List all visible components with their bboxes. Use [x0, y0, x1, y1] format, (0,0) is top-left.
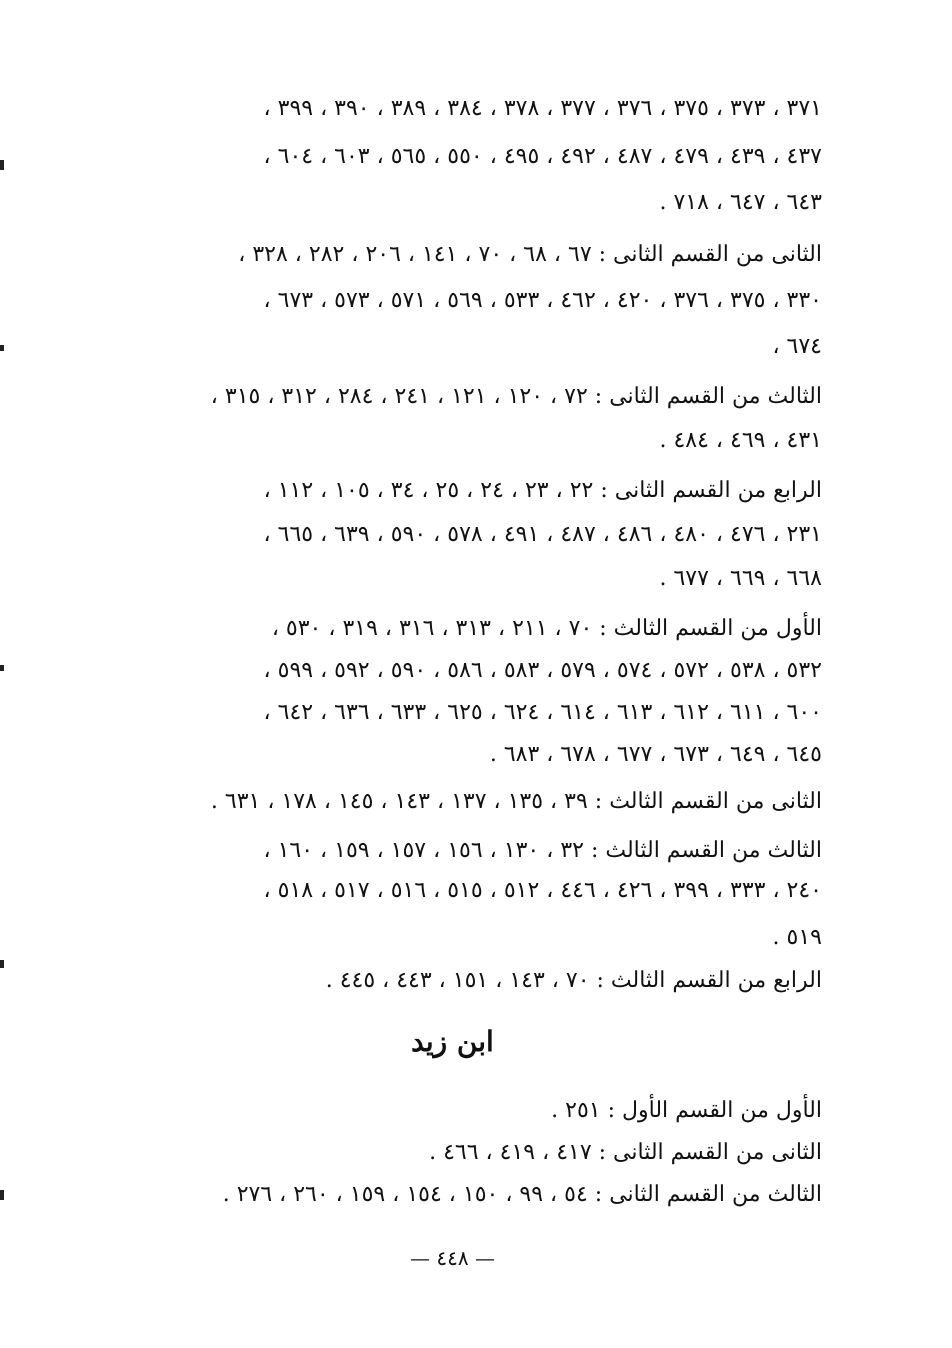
index-line: ٤٣١ ، ٤٦٩ ، ٤٨٤ .	[659, 428, 822, 453]
index-line: ٣٣٠ ، ٣٧٥ ، ٣٧٦ ، ٤٢٠ ، ٤٦٢ ، ٥٣٣ ، ٥٦٩ ، ٥٧١ ، ٥٧٣ ، ٦٧٣ ،	[263, 288, 822, 313]
index-line: ٦٠٠ ، ٦١١ ، ٦١٢ ، ٦١٣ ، ٦١٤ ، ٦٢٤ ، ٦٢٥ ، ٦٣٣ ، ٦٣٦ ، ٦٤٢ ،	[263, 700, 822, 725]
section-heading: ابن زيد	[411, 1025, 494, 1058]
page-number: — ٤٤٨ —	[410, 1246, 495, 1270]
index-line: ٦٤٥ ، ٦٤٩ ، ٦٧٣ ، ٦٧٧ ، ٦٧٨ ، ٦٨٣ .	[489, 742, 822, 767]
index-line: ٦٤٣ ، ٦٤٧ ، ٧١٨ .	[659, 190, 822, 215]
index-entry: الثانى من القسم الثانى : ٦٧ ، ٦٨ ، ٧٠ ، ١٤١ ، ٢٠٦ ، ٢٨٢ ، ٣٢٨ ،	[238, 242, 822, 267]
edge-mark	[0, 665, 4, 671]
index-line: ٦٧٤ ،	[772, 334, 822, 359]
index-line: ٢٤٠ ، ٣٣٣ ، ٣٩٩ ، ٤٢٦ ، ٤٤٦ ، ٥١٢ ، ٥١٥ ، ٥١٦ ، ٥١٧ ، ٥١٨ ،	[263, 878, 822, 903]
index-entry: الثانى من القسم الثانى : ٤١٧ ، ٤١٩ ، ٤٦٦ .	[429, 1140, 822, 1165]
index-entry: الثالث من القسم الثالث : ٣٢ ، ١٣٠ ، ١٥٦ ، ١٥٧ ، ١٥٩ ، ١٦٠ ،	[263, 838, 822, 863]
index-entry: الثانى من القسم الثالث : ٣٩ ، ١٣٥ ، ١٣٧ ، ١٤٣ ، ١٤٥ ، ١٧٨ ، ٦٣١ .	[210, 789, 822, 814]
index-line: ٦٦٨ ، ٦٦٩ ، ٦٧٧ .	[659, 566, 822, 591]
index-line: ٤٣٧ ، ٤٣٩ ، ٤٧٩ ، ٤٨٧ ، ٤٩٢ ، ٤٩٥ ، ٥٥٠ ، ٥٦٥ ، ٦٠٣ ، ٦٠٤ ،	[263, 144, 822, 169]
index-entry: الثالث من القسم الثانى : ٥٤ ، ٩٩ ، ١٥٠ ، ١٥٤ ، ١٥٩ ، ٢٦٠ ، ٢٧٦ .	[222, 1182, 822, 1207]
index-line: ٢٣١ ، ٤٧٦ ، ٤٨٠ ، ٤٨٦ ، ٤٨٧ ، ٤٩١ ، ٥٧٨ ، ٥٩٠ ، ٦٣٩ ، ٦٦٥ ،	[263, 522, 822, 547]
index-entry: الثالث من القسم الثانى : ٧٢ ، ١٢٠ ، ١٢١ ، ٢٤١ ، ٢٨٤ ، ٣١٢ ، ٣١٥ ،	[210, 384, 822, 409]
index-entry: الرابع من القسم الثالث : ٧٠ ، ١٤٣ ، ١٥١ ، ٤٤٣ ، ٤٤٥ .	[325, 968, 822, 993]
edge-mark	[0, 960, 4, 968]
index-line: ٥١٩ .	[772, 925, 822, 950]
index-line: ٥٣٢ ، ٥٣٨ ، ٥٧٢ ، ٥٧٤ ، ٥٧٩ ، ٥٨٣ ، ٥٨٦ ، ٥٩٠ ، ٥٩٢ ، ٥٩٩ ،	[263, 658, 822, 683]
edge-mark	[0, 160, 4, 170]
index-line: ٣٧١ ، ٣٧٣ ، ٣٧٥ ، ٣٧٦ ، ٣٧٧ ، ٣٧٨ ، ٣٨٤ ، ٣٨٩ ، ٣٩٠ ، ٣٩٩ ،	[263, 96, 822, 121]
edge-mark	[0, 345, 4, 351]
index-entry: الأول من القسم الأول : ٢٥١ .	[551, 1098, 822, 1123]
edge-mark	[0, 1190, 4, 1200]
index-entry: الرابع من القسم الثانى : ٢٢ ، ٢٣ ، ٢٤ ، ٢٥ ، ٣٤ ، ١٠٥ ، ١١٢ ،	[263, 478, 822, 503]
index-entry: الأول من القسم الثالث : ٧٠ ، ٢١١ ، ٣١٣ ، ٣١٦ ، ٣١٩ ، ٥٣٠ ،	[271, 616, 822, 641]
